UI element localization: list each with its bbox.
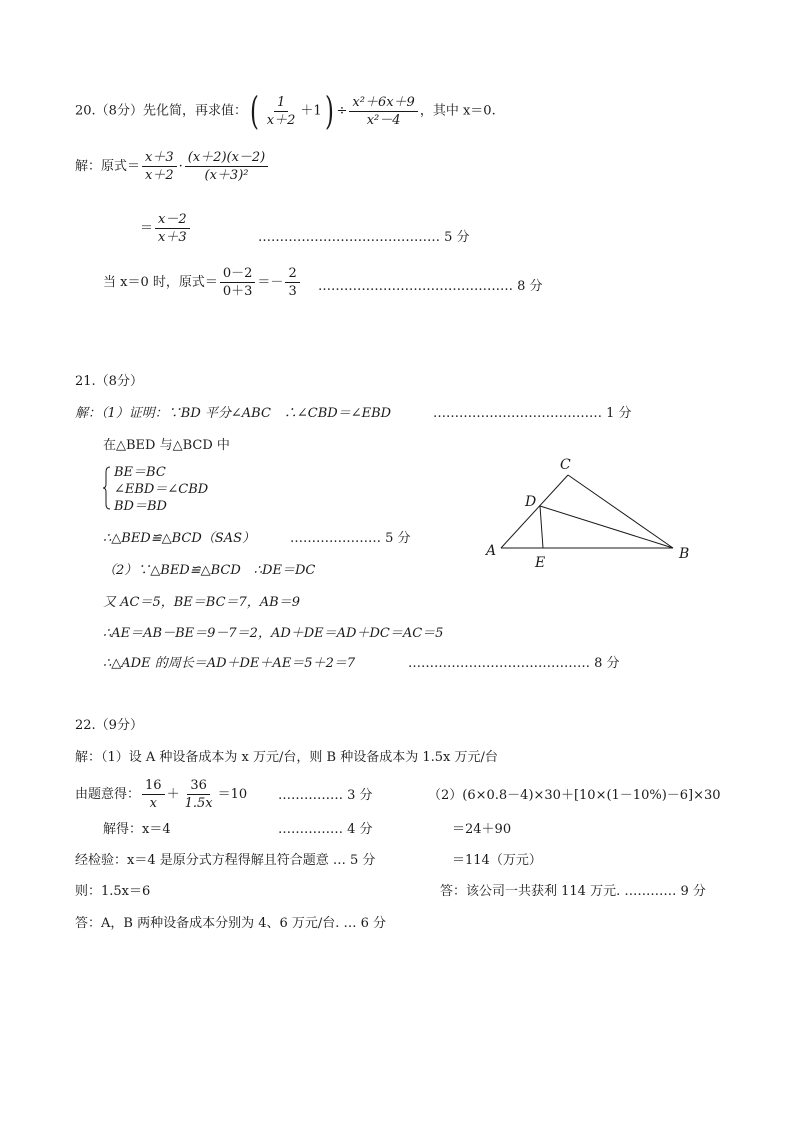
- right-paren: ): [324, 89, 334, 133]
- divide-sign: ÷: [336, 103, 348, 119]
- q22-p2-answer-line: [440, 884, 706, 900]
- score: 5 分: [385, 531, 411, 546]
- plus: ＋: [166, 787, 180, 802]
- leader-dots: …………: [624, 884, 677, 899]
- frac-den: x＋2: [266, 112, 296, 128]
- q21-line3-score: [290, 531, 411, 547]
- step2-frac: [155, 212, 190, 245]
- segment-DB: [540, 506, 673, 548]
- q22-solve-score: [278, 822, 373, 838]
- frac-num: 0－2: [220, 266, 256, 283]
- q21-sys1: BE＝BC: [114, 465, 166, 480]
- q21-line1: [75, 406, 391, 422]
- q21-line6: ∴AE＝AB－BE＝9－7＝2，AD＋DE＝AD＋DC＝AC＝5: [103, 626, 444, 641]
- answer-text: 答：该公司一共获利 114 万元.: [440, 884, 621, 899]
- frac-num: x＋3: [142, 150, 177, 167]
- q22-p2-line1: （2）(6×0.8－4)×30＋[10×(1－10%)－6]×30: [428, 788, 721, 803]
- q22-solve: 解得：x＝4: [103, 822, 171, 837]
- leader-dots: ………………………………………: [318, 279, 513, 294]
- frac-num: x²＋6x＋9: [349, 95, 417, 112]
- sol-label: 解：原式＝: [75, 159, 141, 174]
- leader-dots: ……………: [278, 822, 343, 837]
- q22-eq-score: [278, 788, 373, 804]
- q21-line5: 又 AC＝5，BE＝BC＝7，AB＝9: [103, 595, 301, 610]
- score: 9 分: [680, 884, 706, 899]
- q22-equation-line: [75, 778, 247, 811]
- label-A: A: [486, 543, 497, 559]
- segment-DE: [540, 506, 543, 548]
- q20-solution-line3: [103, 266, 302, 299]
- q22-answer1: 答：A，B 两种设备成本分别为 4、6 万元/台. … 6 分: [75, 916, 387, 931]
- equals-minus: ＝－: [257, 275, 284, 290]
- score: 8 分: [594, 656, 620, 671]
- frac-den: x²－4: [366, 112, 401, 128]
- q21-line7-score: [408, 656, 620, 672]
- q20-step2-score-line: [258, 230, 470, 246]
- score: 1 分: [606, 406, 632, 421]
- frac-den: 1.5x: [184, 796, 213, 811]
- q20-condition: ，其中 x＝0.: [419, 103, 496, 119]
- leader-dots: ……………………………………: [258, 230, 440, 245]
- q21-line2: 在△BED 与△BCD 中: [103, 438, 230, 453]
- q22-then: 则：1.5x＝6: [75, 884, 151, 899]
- frac-den: 3: [288, 284, 297, 299]
- plus-one: ＋1: [300, 103, 322, 119]
- q22-header: 22.（9分）: [75, 718, 143, 733]
- left-brace-icon: [103, 466, 111, 510]
- eq-rhs: ＝10: [217, 787, 248, 802]
- q21-sys2: ∠EBD＝∠CBD: [114, 482, 209, 497]
- step3-frac: [220, 266, 256, 299]
- segment-CB: [568, 475, 673, 548]
- score: 8 分: [517, 279, 543, 294]
- frac-num: x－2: [155, 212, 190, 229]
- label-B: B: [679, 546, 690, 562]
- label-D: D: [525, 494, 537, 510]
- frac-den: x＋2: [145, 168, 174, 183]
- frac-den: (x＋3)²: [204, 168, 249, 183]
- frac-num: 2: [285, 266, 299, 283]
- q21-line3: ∴△BED≌△BCD（SAS）: [103, 531, 255, 546]
- frac-num: (x＋2)(x－2): [185, 150, 269, 167]
- q20-solution-line2: [140, 212, 192, 245]
- eq-frac2: [182, 778, 216, 811]
- triangle-figure: [475, 450, 705, 575]
- frac-den: x: [149, 796, 157, 811]
- label-C: C: [560, 457, 571, 473]
- frac-num: 16: [142, 778, 165, 795]
- q20-frac1: [264, 95, 299, 128]
- sol-frac1: [142, 150, 177, 183]
- q21-line1-score: [433, 406, 632, 422]
- frac-num: 1: [274, 95, 288, 112]
- proof-step: 解：（1）证明：∵BD 平分∠ABC ∴∠CBD＝∠EBD: [75, 406, 392, 421]
- q20-solution-line1: [75, 150, 270, 183]
- leader-dots: ……………: [278, 788, 343, 803]
- leader-dots: …………………: [290, 531, 381, 546]
- q22-check: 经检验：x＝4 是原分式方程得解且符合题意 … 5 分: [75, 853, 376, 868]
- q20-step3-score-line: [318, 279, 543, 295]
- frac-num: 36: [187, 778, 210, 795]
- equals: ＝: [140, 221, 154, 236]
- q22-p2-line3: ＝114（万元）: [452, 853, 542, 868]
- eq-frac1: [142, 778, 165, 811]
- score: 4 分: [347, 822, 373, 837]
- frac-den: 0＋3: [222, 284, 253, 299]
- frac-den: x＋3: [158, 230, 187, 245]
- eq-prefix: 由题意得：: [75, 787, 141, 802]
- q21-line4: （2）∵△BED≌△BCD ∴DE＝DC: [103, 563, 316, 578]
- q21-line7: ∴△ADE 的周长＝AD＋DE＋AE＝5＋2＝7: [103, 656, 356, 671]
- step3-prefix: 当 x＝0 时，原式＝: [103, 275, 218, 290]
- leader-dots: ……………………………………: [408, 656, 590, 671]
- score: 5 分: [444, 230, 470, 245]
- q22-line1: 解：（1）设 A 种设备成本为 x 万元/台，则 B 种设备成本为 1.5x 万元/台: [75, 750, 498, 765]
- q20-frac2: [349, 95, 417, 128]
- step3-result-frac: [285, 266, 299, 299]
- label-E: E: [535, 555, 546, 571]
- q20-header: 20.（8分）先化简，再求值：: [75, 103, 247, 119]
- sol-frac2: [185, 150, 269, 183]
- q22-p2-line2: ＝24＋90: [452, 822, 512, 837]
- score: 3 分: [347, 788, 373, 803]
- leader-dots: …………………………………: [433, 406, 602, 421]
- q21-sys3: BD＝BD: [114, 499, 167, 514]
- q21-header: 21.（8分）: [75, 374, 143, 389]
- left-paren: (: [249, 89, 259, 133]
- multiply-dot: ·: [178, 159, 183, 174]
- q20-title-line: [75, 89, 496, 133]
